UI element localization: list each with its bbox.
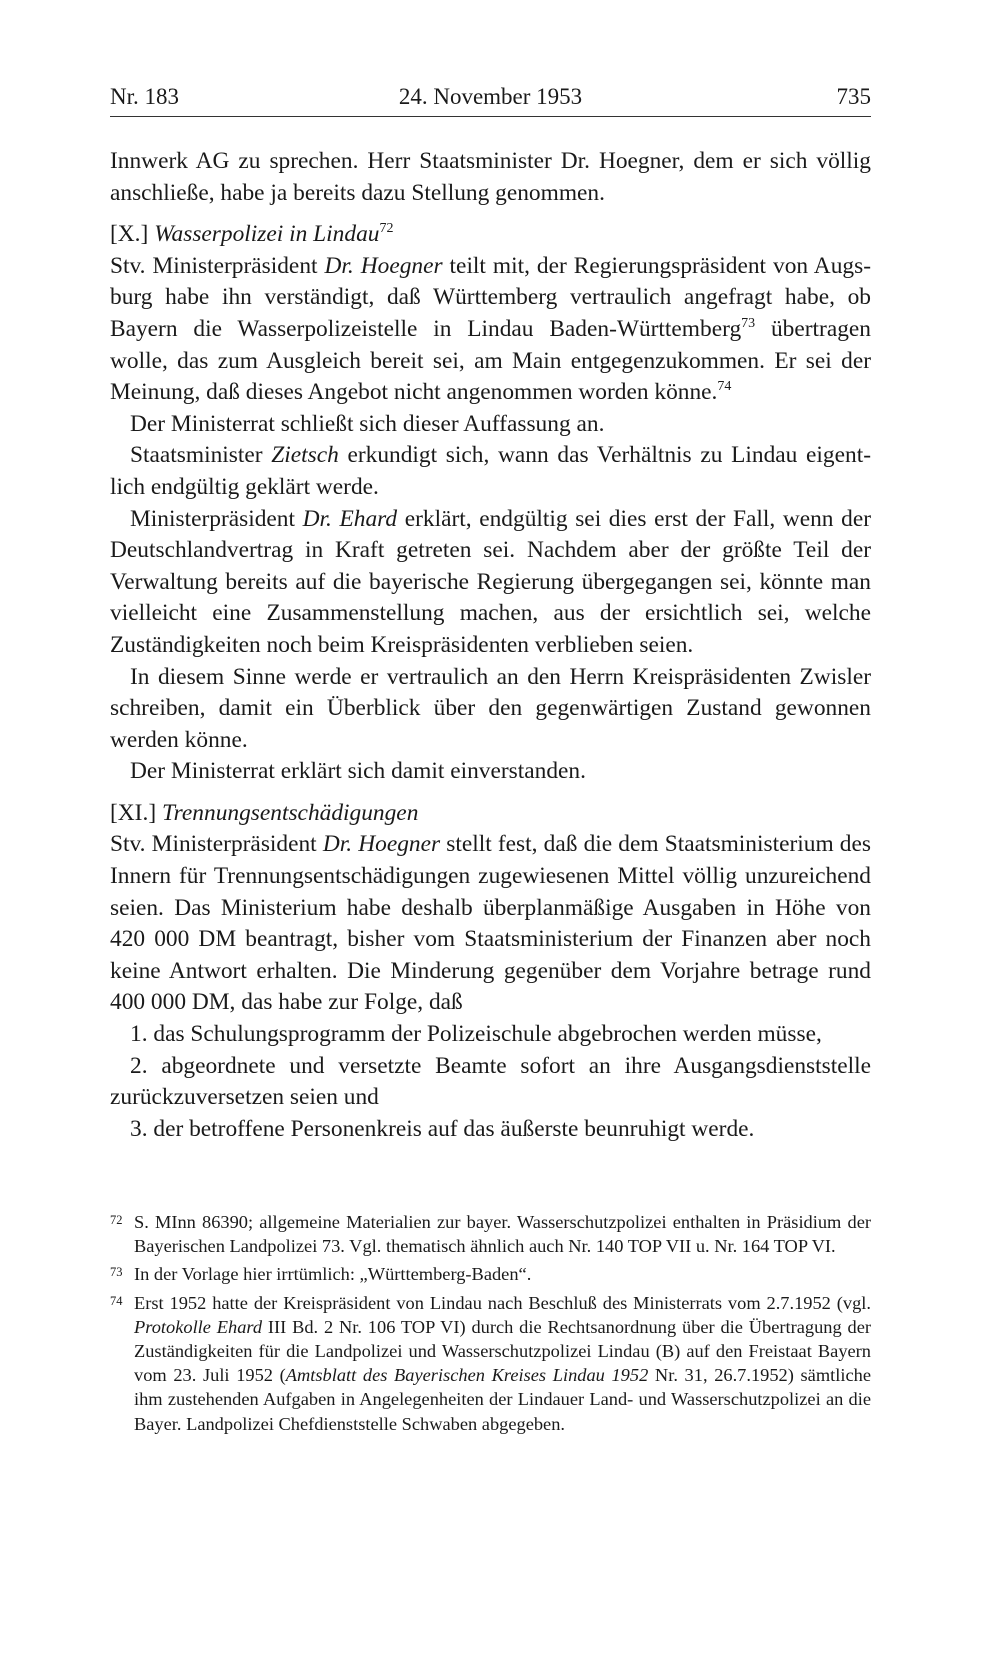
paragraph-ehard: Ministerpräsident Dr. Ehard erklärt, endgültig sei dies erst der Fall, wenn der Deutschlandvertrag in Kraft getreten sei. Nachdem aber der größte Teil der Verwaltung bereits auf die bayerische Regierung übergegangen sei, könnte man vielleicht eine Zusammenstellung machen, aus der ersichtlich sei, welche Zuständigkeiten noch beim Kreispräsidenten verblieben seien.: [110, 505, 871, 658]
section-title: Wasserpolizei in Lindau: [154, 221, 380, 248]
paragraph-agreement: Der Ministerrat erklärt sich damit einverstanden.: [130, 758, 586, 785]
list-item: 3. der betroffene Personenkreis auf das äußerste beunruhigt werde.: [130, 1115, 755, 1142]
footnote-text: In der Vorlage hier irrtümlich: „Württemberg-Baden“.: [134, 1264, 532, 1285]
section-title: Trennungsentschädigungen: [161, 799, 419, 826]
footnote-72: [110, 1210, 871, 1258]
speaker-name: Zietsch: [271, 442, 339, 469]
citation-title: Protokolle Ehard: [134, 1316, 263, 1337]
paragraph-zietsch: Staatsminister Zietsch erkundigt sich, wann das Verhältnis zu Lindau eigentlich endgültig geklärt werde.: [110, 442, 871, 500]
section-number: [X.]: [110, 221, 149, 248]
footnote-text: S. MInn 86390; allgemeine Materialien zur bayer. Wasserschutzpolizei enthalten in Präsidium der Bayerischen Landpolizei 73. Vgl. thematisch ähnlich auch Nr. 140 TOP VII u. Nr. 164 TOP VI.: [134, 1212, 871, 1257]
footnotes: [110, 1210, 871, 1440]
document-number: Nr. 183: [110, 84, 179, 109]
footnote-74: 74 Erst 1952 hatte der Kreispräsident von Lindau nach Beschluß des Ministerrats vom 2.7.1952 (vgl. Protokolle Ehard III Bd. 2 Nr. 106 TOP VI) durch die Rechtsanordnung über die Übertragung der Zuständigkeiten für die Landpolizei und Wasserschutzpolizei Lindau (B) auf den Freistaat Bayern vom 23. Juli 1952 (Amtsblatt des Bayerischen Kreises Lindau 1952 Nr. 31, 26.7.1952) sämtliche ihm zustehenden Aufgaben in Angelegenheiten der Lindauer Land- und Wasserschutzpolizei an die Bayer. Landpolizei Chefdienststelle Schwaben abgegeben.: [110, 1291, 871, 1436]
citation-title: Amtsblatt des Bayerischen Kreises Lindau 1952: [285, 1365, 649, 1386]
footnote-number: 73: [110, 1265, 123, 1280]
running-header: [110, 84, 871, 117]
speaker-name: Dr. Hoegner: [324, 252, 443, 279]
section-heading-x: [110, 219, 871, 251]
paragraph-resolution: Der Ministerrat schließt sich dieser Auffassung an.: [130, 410, 605, 437]
section-number: [XI.]: [110, 799, 157, 826]
main-text: [110, 146, 871, 1145]
paragraph-hoegner-trennung: Stv. Ministerpräsident Dr. Hoegner stellt fest, daß die dem Staatsministerium des Innern für Trennungsentschädigungen zugewiesenen Mittel völlig unzureichend seien. Das Ministerium habe deshalb überplanmäßige Ausgaben in Höhe von 420 000 DM beantragt, bisher vom Staatsministerium der Finanzen aber noch keine Antwort erhalten. Die Minderung gegenüber dem Vorjahre betrage rund 400 000 DM, das habe zur Folge, daß: [110, 831, 871, 1016]
paragraph-continuation: Innwerk AG zu sprechen. Herr Staatsminister Dr. Hoegner, dem er sich völlig anschließe, habe ja bereits dazu Stellung genommen.: [110, 148, 871, 206]
paragraph-zwisler: In diesem Sinne werde er vertraulich an den Herrn Kreispräsidenten Zwisler schreiben, damit ein Überblick über den gegenwärtigen Zustand gewonnen werden könne.: [110, 663, 871, 753]
page-number: 735: [836, 84, 871, 109]
section-heading-xi: [110, 798, 871, 830]
list-item: 2. abgeordnete und versetzte Beamte sofort an ihre Ausgangsdienststelle zurückzuversetzen seien und: [110, 1052, 871, 1111]
list-item: 1. das Schulungsprogramm der Polizeischule abgebrochen werden müsse,: [130, 1021, 822, 1048]
paragraph-hoegner-lindau: Stv. Ministerpräsident Dr. Hoegner teilt mit, der Regierungspräsident von Augsburg habe ihn verständigt, daß Württemberg vertraulich angefragt habe, ob Bayern die Wasserpolizeistelle in Lindau Baden-Württemberg$^{73}$ übertragen wolle, das zum Ausgleich bereit sei, am Main entgegenzukommen. Er sei der Meinung, daß dieses Angebot nicht angenommen worden könne.$^{74}$: [110, 252, 871, 406]
footnote-ref-72: 72: [379, 221, 394, 237]
footnote-number: 72: [110, 1213, 123, 1227]
speaker-name: Dr. Ehard: [302, 505, 398, 532]
header-date: 24. November 1953: [398, 84, 583, 109]
footnote-number: 74: [110, 1293, 123, 1308]
footnote-ref-74: 74: [717, 379, 732, 395]
footnote-ref-73: 73: [741, 315, 756, 331]
footnote-73: [110, 1262, 871, 1286]
speaker-name: Dr. Hoegner: [322, 831, 441, 858]
